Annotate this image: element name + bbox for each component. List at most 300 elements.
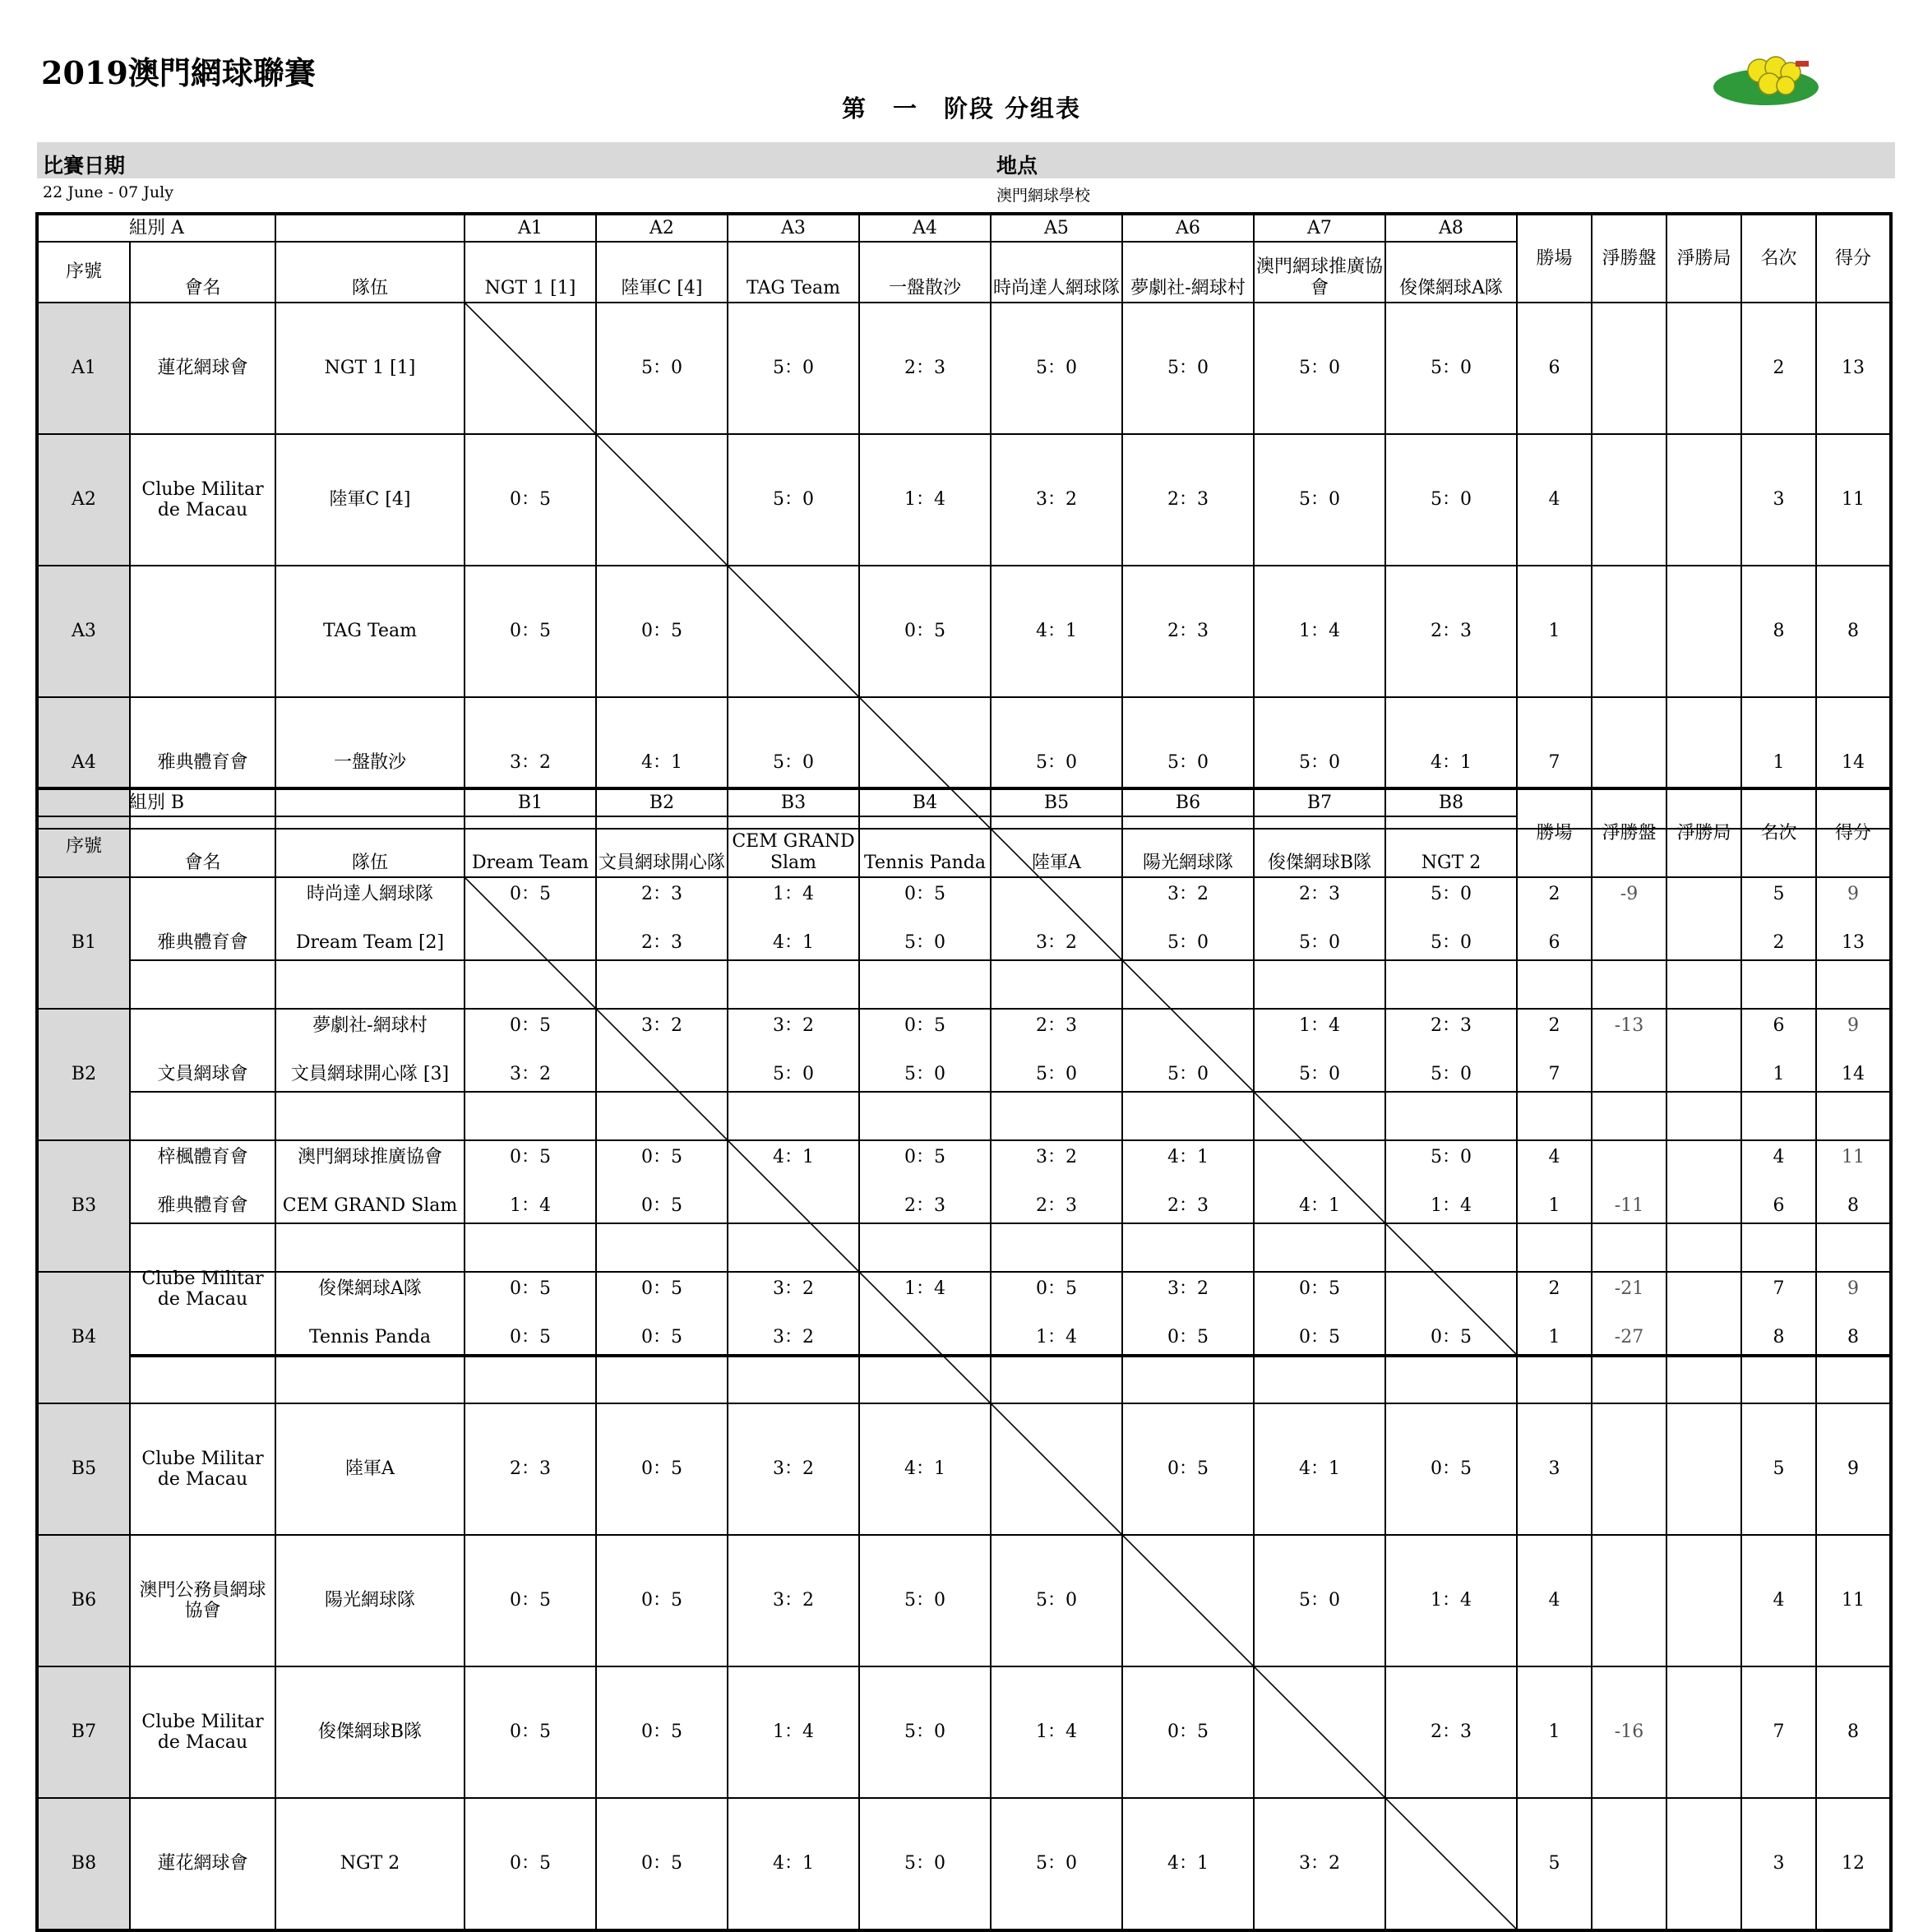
row-seq: B8 <box>37 1798 130 1930</box>
net-games-header: 淨勝局 <box>1666 214 1741 303</box>
match-score: 5：0 <box>1254 303 1385 434</box>
match-score: 5：0 <box>1254 1535 1385 1666</box>
self-match-cell <box>596 1009 728 1140</box>
club-header: 會名 <box>130 816 275 877</box>
column-code: B1 <box>465 788 596 816</box>
match-score: 0：5 <box>465 960 596 1092</box>
row-seq: B7 <box>37 1666 130 1798</box>
match-score: 2：3 <box>1122 1140 1254 1272</box>
match-score: 0：5 <box>596 566 728 697</box>
wins-value: 4 <box>1517 1092 1592 1223</box>
match-score: 5：0 <box>1385 1092 1517 1223</box>
net-sets-value: -16 <box>1592 1666 1666 1798</box>
match-score: 0：5 <box>1122 1403 1254 1535</box>
match-score: 0：5 <box>596 1666 728 1798</box>
date-label: 比賽日期 <box>43 154 126 178</box>
match-score: 1：4 <box>1385 1140 1517 1272</box>
table-row <box>37 877 1891 1009</box>
rank-value: 7 <box>1741 1223 1816 1356</box>
match-score: 5：0 <box>596 303 728 434</box>
opponent-team-name: 陽光網球隊 <box>1122 816 1254 877</box>
points-value: 8 <box>1816 1666 1891 1798</box>
table-row <box>37 434 1891 566</box>
points-value: 9 <box>1816 829 1891 960</box>
points-value: 14 <box>1816 697 1891 829</box>
match-score: 5：0 <box>991 1798 1122 1930</box>
opponent-team-name: Tennis Panda <box>859 816 991 877</box>
column-code: B5 <box>991 788 1122 816</box>
net-games-value <box>1666 1272 1741 1403</box>
net-games-value <box>1666 1535 1741 1666</box>
points-header: 得分 <box>1816 214 1891 303</box>
self-match-cell <box>465 877 596 1009</box>
opponent-team-name: TAG Team <box>728 242 859 303</box>
match-score: 0：5 <box>1385 1272 1517 1403</box>
match-score: 2：3 <box>596 877 728 1009</box>
page-subtitle: 第 一 阶段 分组表 <box>841 95 1082 122</box>
diagonal-line <box>728 566 858 696</box>
table-row <box>37 566 1891 697</box>
team-name: 澳門網球推廣協會 <box>275 1092 465 1223</box>
seq-header: 序號 <box>37 242 130 303</box>
club-name: Clube Militar de Macau <box>130 1666 275 1798</box>
wins-value: 4 <box>1517 434 1592 566</box>
net-sets-value: -9 <box>1592 829 1666 960</box>
points-value: 9 <box>1816 1223 1891 1356</box>
team-name: 俊傑網球B隊 <box>275 1666 465 1798</box>
match-score: 0：5 <box>465 434 596 566</box>
match-score: 4：1 <box>728 877 859 1009</box>
club-name: 文員網球會 <box>130 1009 275 1140</box>
rank-value: 5 <box>1741 829 1816 960</box>
match-score: 0：5 <box>596 1140 728 1272</box>
match-score: 3：2 <box>465 1009 596 1140</box>
match-score: 5：0 <box>728 303 859 434</box>
club-name: 澳門公務員網球協會 <box>130 1535 275 1666</box>
points-value: 8 <box>1816 566 1891 697</box>
match-score: 5：0 <box>1254 877 1385 1009</box>
opponent-team-name: 文員網球開心隊 <box>596 816 728 877</box>
wins-value: 1 <box>1517 1272 1592 1403</box>
rank-value: 3 <box>1741 434 1816 566</box>
column-code: A2 <box>596 214 728 242</box>
net-sets-value: -21 <box>1592 1223 1666 1356</box>
rank-value: 4 <box>1741 1535 1816 1666</box>
match-score: 0：5 <box>991 1223 1122 1356</box>
match-score: 1：4 <box>991 1272 1122 1403</box>
match-score: 5：0 <box>991 303 1122 434</box>
club-name <box>130 1272 275 1403</box>
info-bar <box>37 142 1895 178</box>
net-games-header: 淨勝局 <box>1666 788 1741 877</box>
net-games-value <box>1666 1140 1741 1272</box>
match-score: 1：4 <box>1254 960 1385 1092</box>
match-score: 4：1 <box>859 1403 991 1535</box>
team-name: 一盤散沙 <box>275 697 465 829</box>
table-row <box>37 1009 1891 1140</box>
team-name: NGT 1 [1] <box>275 303 465 434</box>
points-value: 14 <box>1816 1009 1891 1140</box>
club-name <box>130 566 275 697</box>
points-value: 9 <box>1816 960 1891 1092</box>
table-row <box>37 1403 1891 1535</box>
table-row <box>37 303 1891 434</box>
opponent-team-name: Dream Team <box>465 816 596 877</box>
rank-value: 4 <box>1741 1092 1816 1223</box>
team-name: CEM GRAND Slam <box>275 1140 465 1272</box>
net-games-value <box>1666 1666 1741 1798</box>
team-name: 陸軍A <box>275 1403 465 1535</box>
points-value: 13 <box>1816 303 1891 434</box>
column-code: B6 <box>1122 788 1254 816</box>
match-score: 0：5 <box>465 1092 596 1223</box>
match-score: 1：4 <box>859 1223 991 1356</box>
match-score: 2：3 <box>596 829 728 960</box>
column-code: B4 <box>859 788 991 816</box>
net-sets-header: 淨勝盤 <box>1592 214 1666 303</box>
points-header: 得分 <box>1816 788 1891 877</box>
points-value: 11 <box>1816 434 1891 566</box>
self-match-cell <box>1254 1666 1385 1798</box>
net-sets-value <box>1592 1403 1666 1535</box>
wins-header: 勝場 <box>1517 788 1592 877</box>
net-sets-value <box>1592 1798 1666 1930</box>
net-games-value <box>1666 434 1741 566</box>
match-score: 5：0 <box>1254 1009 1385 1140</box>
group-label: 組別 B <box>37 788 275 816</box>
match-score: 3：2 <box>991 1092 1122 1223</box>
diagonal-line <box>465 878 595 1008</box>
match-score: 2：3 <box>1385 566 1517 697</box>
column-code: B2 <box>596 788 728 816</box>
table-row <box>37 1666 1891 1798</box>
date-value: 22 June - 07 July <box>43 183 173 201</box>
match-score: 0：5 <box>859 829 991 960</box>
self-match-cell <box>465 303 596 434</box>
match-score: 0：5 <box>465 566 596 697</box>
match-score: 4：1 <box>1254 1403 1385 1535</box>
match-score: 3：2 <box>1122 829 1254 960</box>
match-score: 1：4 <box>465 1140 596 1272</box>
club-name: Clube Militar de Macau <box>130 434 275 566</box>
opponent-team-name: 夢劇社-網球村 <box>1122 242 1254 303</box>
match-score: 1：4 <box>859 434 991 566</box>
match-score: 1：4 <box>728 829 859 960</box>
match-score: 0：5 <box>1254 1223 1385 1356</box>
match-score: 5：0 <box>1385 877 1517 1009</box>
venue-value: 澳門網球學校 <box>996 187 1091 205</box>
rank-value: 1 <box>1741 1009 1816 1140</box>
match-score: 1：4 <box>991 1666 1122 1798</box>
wins-value: 6 <box>1517 303 1592 434</box>
team-name: Dream Team [2] <box>275 877 465 1009</box>
match-score: 5：0 <box>728 434 859 566</box>
net-games-value <box>1666 1009 1741 1140</box>
match-score: 2：3 <box>991 960 1122 1092</box>
match-score: 3：2 <box>991 877 1122 1009</box>
column-code: A7 <box>1254 214 1385 242</box>
points-value: 9 <box>1816 1403 1891 1535</box>
team-header: 隊伍 <box>275 242 465 303</box>
team-name: 俊傑網球A隊 <box>275 1223 465 1356</box>
wins-value: 5 <box>1517 1798 1592 1930</box>
match-score: 2：3 <box>1385 960 1517 1092</box>
team-name: Tennis Panda <box>275 1272 465 1403</box>
match-score: 5：0 <box>1122 303 1254 434</box>
column-code: A6 <box>1122 214 1254 242</box>
club-name: 蓮花網球會 <box>130 1798 275 1930</box>
match-score: 5：0 <box>859 1798 991 1930</box>
match-score: 2：3 <box>1122 566 1254 697</box>
match-score: 0：5 <box>859 1092 991 1223</box>
match-score: 1：4 <box>1254 566 1385 697</box>
match-score: 5：0 <box>1122 697 1254 829</box>
seq-header: 序號 <box>37 816 130 877</box>
net-games-value <box>1666 566 1741 697</box>
rank-value: 5 <box>1741 1403 1816 1535</box>
table-row <box>37 1798 1891 1930</box>
match-score: 2：3 <box>859 1140 991 1272</box>
match-score: 3：2 <box>728 1272 859 1403</box>
match-score: 0：5 <box>465 1272 596 1403</box>
match-score: 2：3 <box>465 1403 596 1535</box>
wins-value: 1 <box>1517 566 1592 697</box>
diagonal-line <box>1386 1799 1516 1929</box>
self-match-cell <box>991 1403 1122 1535</box>
wins-value: 1 <box>1517 1140 1592 1272</box>
match-score: 0：5 <box>1254 1272 1385 1403</box>
match-score: 5：0 <box>991 697 1122 829</box>
row-seq: B5 <box>37 1403 130 1535</box>
row-seq: A1 <box>37 303 130 434</box>
points-value: 8 <box>1816 1140 1891 1272</box>
rank-value: 7 <box>1741 1666 1816 1798</box>
table-row <box>37 1535 1891 1666</box>
net-sets-value <box>1592 434 1666 566</box>
team-name: NGT 2 <box>275 1798 465 1930</box>
net-sets-header: 淨勝盤 <box>1592 788 1666 877</box>
wins-value: 7 <box>1517 697 1592 829</box>
points-value: 12 <box>1816 1798 1891 1930</box>
match-score: 1：4 <box>728 1666 859 1798</box>
club-name: Clube Militar de Macau <box>130 1223 275 1356</box>
match-score: 5：0 <box>859 877 991 1009</box>
column-code: A1 <box>465 214 596 242</box>
match-score: 4：1 <box>728 1798 859 1930</box>
match-score: 3：2 <box>728 1403 859 1535</box>
match-score: 4：1 <box>1122 1092 1254 1223</box>
rank-value: 6 <box>1741 1140 1816 1272</box>
rank-value: 1 <box>1741 697 1816 829</box>
match-score: 3：2 <box>596 960 728 1092</box>
opponent-team-name: 時尚達人網球隊 <box>991 242 1122 303</box>
opponent-team-name: 俊傑網球B隊 <box>1254 816 1385 877</box>
match-score: 5：0 <box>859 1535 991 1666</box>
diagonal-line <box>597 435 727 565</box>
club-name: 梓楓體育會 <box>130 1092 275 1223</box>
column-code: B3 <box>728 788 859 816</box>
self-match-cell <box>1385 1798 1517 1930</box>
column-code: B7 <box>1254 788 1385 816</box>
row-seq: A4 <box>37 697 130 829</box>
match-score: 2：3 <box>1385 1666 1517 1798</box>
row-seq: A3 <box>37 566 130 697</box>
match-score: 0：5 <box>465 829 596 960</box>
match-score: 3：2 <box>1254 1798 1385 1930</box>
diagonal-line <box>1255 1667 1384 1797</box>
header-blank-cell <box>275 788 465 816</box>
column-code: A8 <box>1385 214 1517 242</box>
club-name: 雅典體育會 <box>130 697 275 829</box>
match-score: 5：0 <box>859 1009 991 1140</box>
match-score: 2：3 <box>859 303 991 434</box>
match-score: 0：5 <box>596 1092 728 1223</box>
wins-value: 2 <box>1517 960 1592 1092</box>
diagonal-line <box>597 1010 727 1139</box>
match-score: 4：1 <box>1122 1798 1254 1930</box>
match-score: 4：1 <box>596 697 728 829</box>
match-score: 0：5 <box>465 1223 596 1356</box>
match-score: 5：0 <box>1122 1009 1254 1140</box>
diagonal-line <box>992 1404 1121 1534</box>
match-score: 0：5 <box>465 1798 596 1930</box>
match-score: 3：2 <box>1122 1223 1254 1356</box>
match-score: 2：3 <box>991 1140 1122 1272</box>
self-match-cell <box>728 1140 859 1272</box>
wins-header: 勝場 <box>1517 214 1592 303</box>
match-score: 0：5 <box>465 1535 596 1666</box>
club-name: 雅典體育會 <box>130 877 275 1009</box>
wins-value: 2 <box>1517 829 1592 960</box>
self-match-cell <box>728 566 859 697</box>
match-score: 5：0 <box>728 697 859 829</box>
diagonal-line <box>728 1141 858 1271</box>
net-sets-value: -11 <box>1592 1140 1666 1272</box>
net-games-value <box>1666 1798 1741 1930</box>
row-seq: A2 <box>37 434 130 566</box>
diagonal-line <box>860 1273 990 1403</box>
match-score: 5：0 <box>1385 434 1517 566</box>
match-score: 2：3 <box>1122 434 1254 566</box>
opponent-team-name: 陸軍C [4] <box>596 242 728 303</box>
net-games-value <box>1666 303 1741 434</box>
opponent-team-name: 陸軍A <box>991 816 1122 877</box>
team-name: 時尚達人網球隊 <box>275 829 465 960</box>
club-name: 蓮花網球會 <box>130 303 275 434</box>
team-name: 陽光網球隊 <box>275 1535 465 1666</box>
team-header: 隊伍 <box>275 816 465 877</box>
team-name: 陸軍C [4] <box>275 434 465 566</box>
match-score: 4：1 <box>1385 697 1517 829</box>
net-games-value <box>1666 877 1741 1009</box>
match-score: 4：1 <box>728 1092 859 1223</box>
match-score: 5：0 <box>991 1009 1122 1140</box>
wins-value: 2 <box>1517 1223 1592 1356</box>
group-header-row <box>37 788 1891 816</box>
match-score: 0：5 <box>465 1666 596 1798</box>
match-score: 2：3 <box>1254 829 1385 960</box>
match-score: 5：0 <box>1254 697 1385 829</box>
diagonal-line <box>1123 1536 1253 1666</box>
match-score: 0：5 <box>596 1798 728 1930</box>
match-score: 3：2 <box>728 1535 859 1666</box>
wins-value: 7 <box>1517 1009 1592 1140</box>
match-score: 0：5 <box>859 960 991 1092</box>
table-row <box>37 1140 1891 1272</box>
net-sets-value <box>1592 1009 1666 1140</box>
match-score: 5：0 <box>1122 877 1254 1009</box>
club-name: 雅典體育會 <box>130 1140 275 1272</box>
match-score: 0：5 <box>596 1223 728 1356</box>
match-score: 0：5 <box>1122 1272 1254 1403</box>
match-score: 5：0 <box>1385 303 1517 434</box>
opponent-team-name: 澳門網球推廣協會 <box>1254 242 1385 303</box>
points-value: 13 <box>1816 877 1891 1009</box>
net-sets-value <box>1592 877 1666 1009</box>
opponent-team-name: NGT 2 <box>1385 816 1517 877</box>
match-score: 4：1 <box>991 566 1122 697</box>
self-match-cell <box>1122 1535 1254 1666</box>
venue-label: 地点 <box>996 154 1038 178</box>
net-sets-value <box>1592 566 1666 697</box>
wins-value: 1 <box>1517 1666 1592 1798</box>
match-score: 3：2 <box>728 1223 859 1356</box>
rank-value: 2 <box>1741 877 1816 1009</box>
opponent-team-name: 一盤散沙 <box>859 242 991 303</box>
net-sets-value <box>1592 303 1666 434</box>
rank-value: 2 <box>1741 303 1816 434</box>
rank-value: 8 <box>1741 566 1816 697</box>
self-match-cell <box>859 1272 991 1403</box>
team-name: 夢劇社-網球村 <box>275 960 465 1092</box>
match-score: 5：0 <box>1385 1009 1517 1140</box>
match-score: 0：5 <box>596 1535 728 1666</box>
team-name: 文員網球開心隊 [3] <box>275 1009 465 1140</box>
page-title: 2019澳門網球聯賽 <box>41 54 316 91</box>
opponent-team-name: 俊傑網球A隊 <box>1385 242 1517 303</box>
match-score: 1：4 <box>1385 1535 1517 1666</box>
points-value: 8 <box>1816 1272 1891 1403</box>
group-label: 組別 A <box>37 214 275 242</box>
rank-header: 名次 <box>1741 788 1816 877</box>
wins-value: 4 <box>1517 1535 1592 1666</box>
row-seq: B6 <box>37 1535 130 1666</box>
table-row <box>37 1272 1891 1403</box>
group-header-row <box>37 214 1891 242</box>
team-name: TAG Team <box>275 566 465 697</box>
club-name: Clube Militar de Macau <box>130 1403 275 1535</box>
net-sets-value: -13 <box>1592 960 1666 1092</box>
header-blank-cell <box>275 214 465 242</box>
match-score: 0：5 <box>596 1272 728 1403</box>
match-score: 5：0 <box>991 1535 1122 1666</box>
net-sets-value <box>1592 1535 1666 1666</box>
rank-value: 8 <box>1741 1272 1816 1403</box>
opponent-team-name: NGT 1 [1] <box>465 242 596 303</box>
row-seq: B2 <box>37 1009 130 1140</box>
club-header: 會名 <box>130 242 275 303</box>
column-code: A5 <box>991 214 1122 242</box>
rank-value: 6 <box>1741 960 1816 1092</box>
row-seq: B3 <box>37 1140 130 1272</box>
column-code: B8 <box>1385 788 1517 816</box>
points-value: 11 <box>1816 1535 1891 1666</box>
net-games-value <box>1666 1403 1741 1535</box>
match-score: 5：0 <box>859 1666 991 1798</box>
diagonal-line <box>465 303 595 433</box>
wins-value: 3 <box>1517 1403 1592 1535</box>
rank-value: 3 <box>1741 1798 1816 1930</box>
